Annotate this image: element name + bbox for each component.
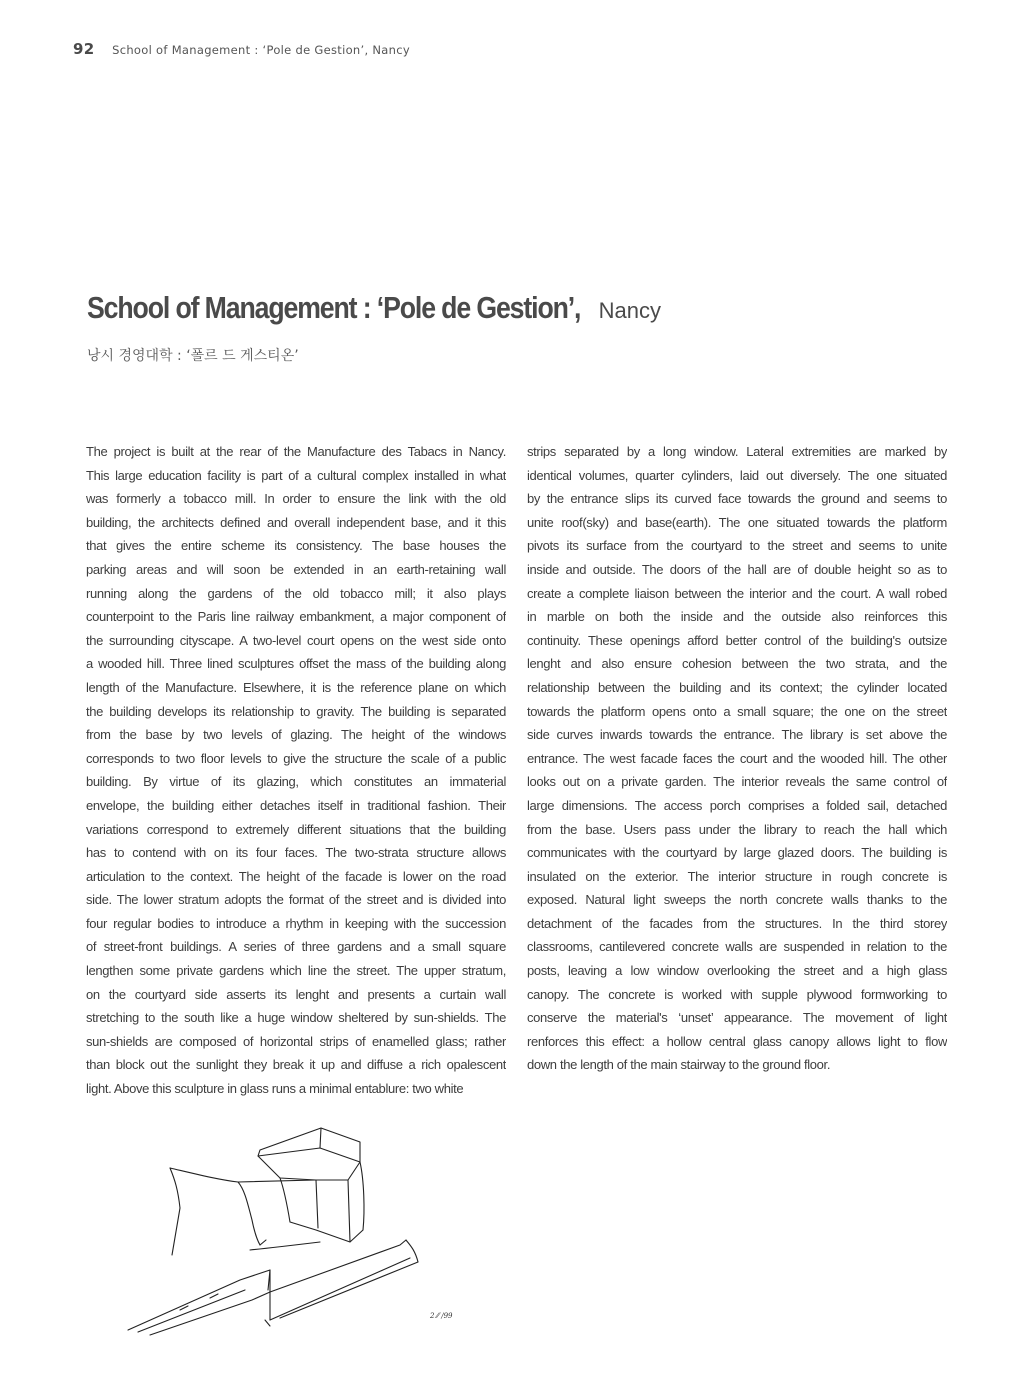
text-line: The project is built at the rear of the Manufacture des Tabacs in Nancy.	[86, 444, 506, 459]
text-line: down the length of the main stairway to the ground floor.	[527, 1057, 831, 1073]
sketch-signature: 2 ⁄⁄ /99	[430, 1312, 453, 1320]
text-line: entrance. The west facade faces the court and the wooded hill. The other	[527, 750, 947, 766]
left-column	[86, 440, 506, 1101]
text-line: variations correspond to extremely different situations that the building	[86, 821, 506, 837]
text-line: conserve the material's ‘unset’ appearance. The movement of light	[527, 1010, 947, 1026]
text-line: relationship between the building and its context; the cylinder located	[527, 679, 947, 695]
text-line: was formerly a tobacco mill. In order to ensure the link with the old	[86, 491, 506, 507]
text-line: building. By virtue of its glazing, which constitutes an immaterial	[86, 774, 506, 790]
text-line: looks out on a private garden. The interior reveals the same control of	[527, 774, 947, 790]
text-line: from the base. Users pass under the library to reach the hall which	[527, 821, 947, 837]
text-line: the building develops its relationship to gravity. The building is separated	[86, 703, 506, 719]
text-line: continuity. These openings afford better control of the building's outsize	[527, 632, 947, 648]
text-line: parking areas and will soon be extended in an earth-retaining wall	[86, 561, 506, 577]
text-line: classrooms, cantilevered concrete walls are suspended in relation to the	[527, 939, 947, 955]
right-column	[527, 440, 947, 1077]
text-line: building, the architects defined and overall independent base, and it this	[86, 514, 506, 530]
running-title: School of Management : ‘Pole de Gestion’, Nancy	[112, 43, 410, 57]
text-line: a wooded hill. Three lined sculptures offset the mass of the building along	[86, 656, 506, 672]
text-line: strips separated by a long window. Lateral extremities are marked by	[527, 444, 947, 459]
text-line: detachment of the facades from the structures. In the third storey	[527, 915, 947, 931]
page-title	[87, 292, 967, 323]
text-line: communicates with the courtyard by large glazed doors. The building is	[527, 845, 947, 861]
text-line: renforces this effect: a hollow central glass canopy allows light to flow	[527, 1033, 947, 1049]
text-line: stretching to the south like a huge window sheltered by sun-shields. The	[86, 1010, 506, 1026]
architectural-sketch	[120, 1120, 480, 1345]
title-city: Nancy	[598, 298, 662, 323]
text-line: inside and outside. The doors of the hall are of double height so as to	[527, 561, 947, 577]
text-line: This large education facility is part of a cultural complex installed in what	[86, 467, 506, 483]
text-line: canopy. The concrete is worked with supple plywood formworking to	[527, 986, 947, 1002]
title-main: School of Management : ‘Pole de Gestion’,	[87, 290, 581, 325]
running-head	[73, 40, 410, 58]
text-line: large dimensions. The access porch comprises a folded sail, detached	[527, 797, 947, 813]
korean-subtitle: 낭시 경영대학 : ‘폴르 드 게스티온’	[87, 348, 299, 364]
title-block	[87, 292, 967, 365]
text-line: posts, leaving a low window overlooking the street and a high glass	[527, 963, 947, 979]
text-line: sun-shields are composed of horizontal strips of enamelled glass; rather	[86, 1033, 506, 1049]
text-line: towards the platform opens onto a small square; the one on the street	[527, 703, 947, 719]
text-line: by the entrance slips its curved face towards the ground and seems to	[527, 491, 947, 507]
text-line: of street-front buildings. A series of three gardens and a small square	[86, 939, 506, 955]
text-line: insulated on the exterior. The interior structure in rough concrete is	[527, 868, 947, 884]
text-line: lenght and also ensure cohesion between the two strata, and the	[527, 656, 947, 672]
text-line: from the base by two levels of glazing. The height of the windows	[86, 727, 506, 743]
text-line: has to contend with on its four faces. The two-strata structure allows	[86, 845, 506, 861]
text-line: envelope, the building either detaches itself in traditional fashion. Their	[86, 797, 506, 813]
text-line: on the courtyard side asserts its lenght and presents a curtain wall	[86, 986, 506, 1002]
text-line: length of the Manufacture. Elsewhere, it is the reference plane on which	[86, 679, 506, 695]
text-line: side. The lower stratum adopts the format of the street and is divided into	[86, 892, 506, 908]
text-line: create a complete liaison between the interior and the court. A wall robed	[527, 585, 947, 601]
text-line: running along the gardens of the old tobacco mill; it also plays	[86, 585, 506, 601]
text-line: that gives the entire scheme its consistency. The base houses the	[86, 538, 506, 554]
page-number: 92	[73, 40, 95, 58]
text-line: than block out the sunlight they break it up and diffuse a rich opalescent	[86, 1057, 506, 1073]
text-line: the surrounding cityscape. A two-level court opens on the west side onto	[86, 632, 506, 648]
text-line: side curves inwards towards the entrance. The library is set above the	[527, 727, 947, 743]
text-line: corresponds to two floor levels to give the structure the scale of a public	[86, 750, 506, 766]
text-line: unite roof(sky) and base(earth). The one situated towards the platform	[527, 514, 947, 530]
text-line: lengthen some private gardens which line the street. The upper stratum,	[86, 963, 506, 979]
text-line: articulation to the context. The height of the facade is lower on the road	[86, 868, 506, 884]
text-line: counterpoint to the Paris line railway embankment, a major component of	[86, 609, 506, 625]
text-line: pivots its surface from the courtyard to the street and seems to unite	[527, 538, 947, 554]
text-line: four regular bodies to introduce a rhythm in keeping with the succession	[86, 915, 506, 931]
text-line: exposed. Natural light sweeps the north concrete walls thanks to the	[527, 892, 947, 908]
text-line: identical volumes, quarter cylinders, laid out diversely. The one situated	[527, 467, 947, 483]
text-line: in marble on both the inside and the outside also reinforces this	[527, 609, 947, 625]
text-line: light. Above this sculpture in glass runs a minimal entablure: two white	[86, 1081, 464, 1097]
